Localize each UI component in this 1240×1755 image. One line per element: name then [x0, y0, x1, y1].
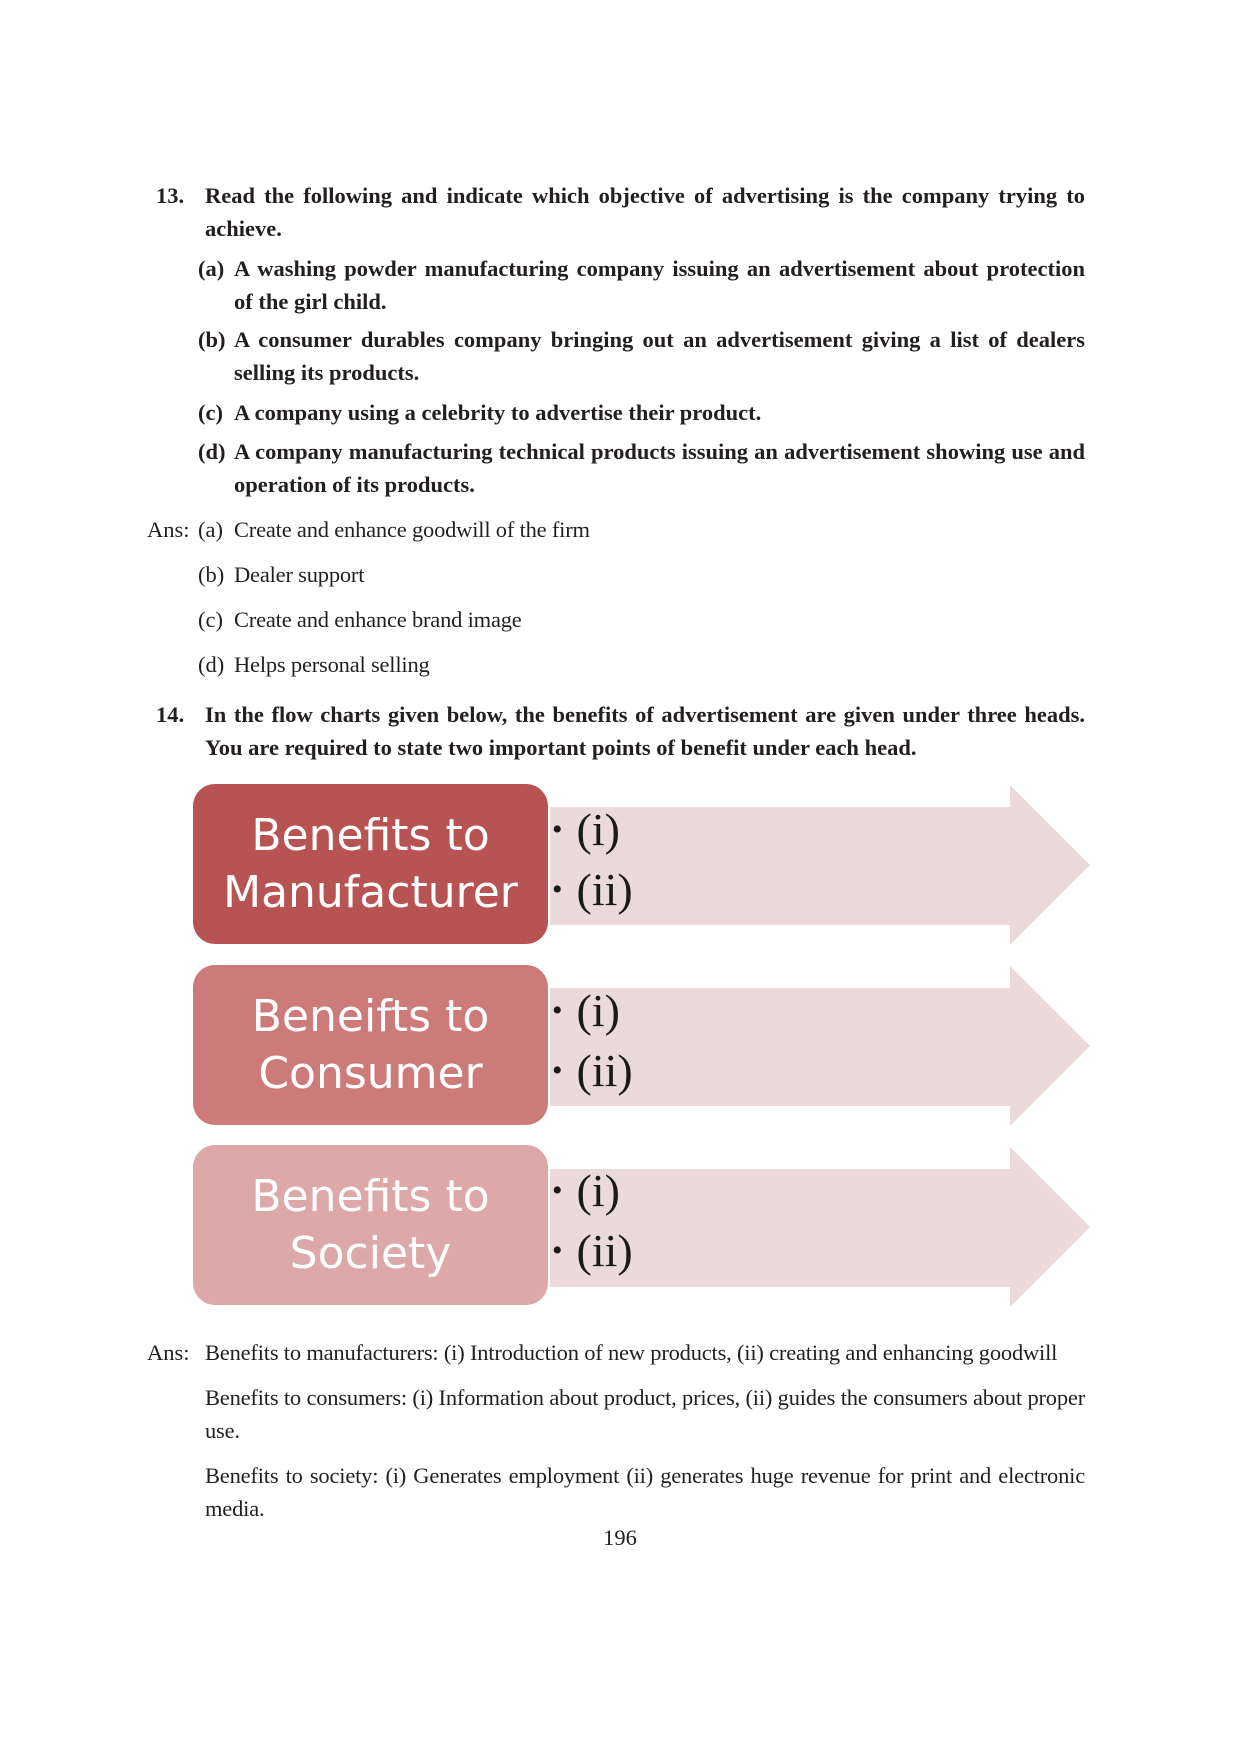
answer-13-a: Create and enhance goodwill of the firm [234, 517, 590, 542]
question-13-text: Read the following and indicate which objective of advertising is the company trying to achieve. [205, 183, 1085, 241]
flow-bullet: • (ii) [552, 1045, 633, 1096]
answer-13-b-label: (b) [198, 562, 225, 587]
answer-13-a-label: (a) [198, 517, 223, 542]
question-14-number: 14. [156, 702, 185, 727]
question-13-number: 13. [156, 183, 185, 208]
flow-bullet: • (i) [552, 804, 620, 855]
flow-box-consumer: Beneifts to Consumer [193, 965, 548, 1125]
flow-bullet: • (ii) [552, 864, 633, 915]
question-13-item-d-label: (d) [198, 439, 226, 464]
question-13-item-c-label: (c) [198, 400, 223, 425]
flow-box-society: Benefits to Society [193, 1145, 548, 1305]
answer-13-label: Ans: [147, 517, 190, 542]
question-13-item-a: A washing powder manufacturing company issuing an advertisement about protection of the girl child. [234, 256, 1085, 314]
answer-13-d: Helps personal selling [234, 652, 430, 677]
answer-13-c-label: (c) [198, 607, 223, 632]
question-13-item-b-label: (b) [198, 327, 226, 352]
question-13-item-b: A consumer durables company bringing out an advertisement giving a list of dealers selling its products. [234, 327, 1085, 385]
answer-14-society: Benefits to society: (i) Generates employment (ii) generates huge revenue for print and electronic media. [205, 1463, 1085, 1521]
flow-bullet: • (i) [552, 1165, 620, 1216]
question-13-item-c: A company using a celebrity to advertise their product. [234, 400, 762, 425]
question-14-text: In the flow charts given below, the benefits of advertisement are given under three heads. You are required to state two important points of benefit under each head. [205, 702, 1085, 760]
flow-bullet: • (ii) [552, 1225, 633, 1276]
answer-13-b: Dealer support [234, 562, 365, 587]
answer-14-manufacturers: Benefits to manufacturers: (i) Introduction of new products, (ii) creating and enhancing goodwill [205, 1340, 1058, 1365]
flow-bullet: • (i) [552, 985, 620, 1036]
answer-14-label: Ans: [147, 1340, 190, 1365]
answer-14-consumers: Benefits to consumers: (i) Information about product, prices, (ii) guides the consumers about proper use. [205, 1385, 1085, 1443]
flow-box-manufacturer: Benefits to Manufacturer [193, 784, 548, 944]
page-number: 196 [603, 1525, 637, 1550]
answer-13-d-label: (d) [198, 652, 225, 677]
answer-13-c: Create and enhance brand image [234, 607, 522, 632]
question-13-item-d: A company manufacturing technical products issuing an advertisement showing use and operation of its products. [234, 439, 1085, 497]
question-13-item-a-label: (a) [198, 256, 225, 281]
